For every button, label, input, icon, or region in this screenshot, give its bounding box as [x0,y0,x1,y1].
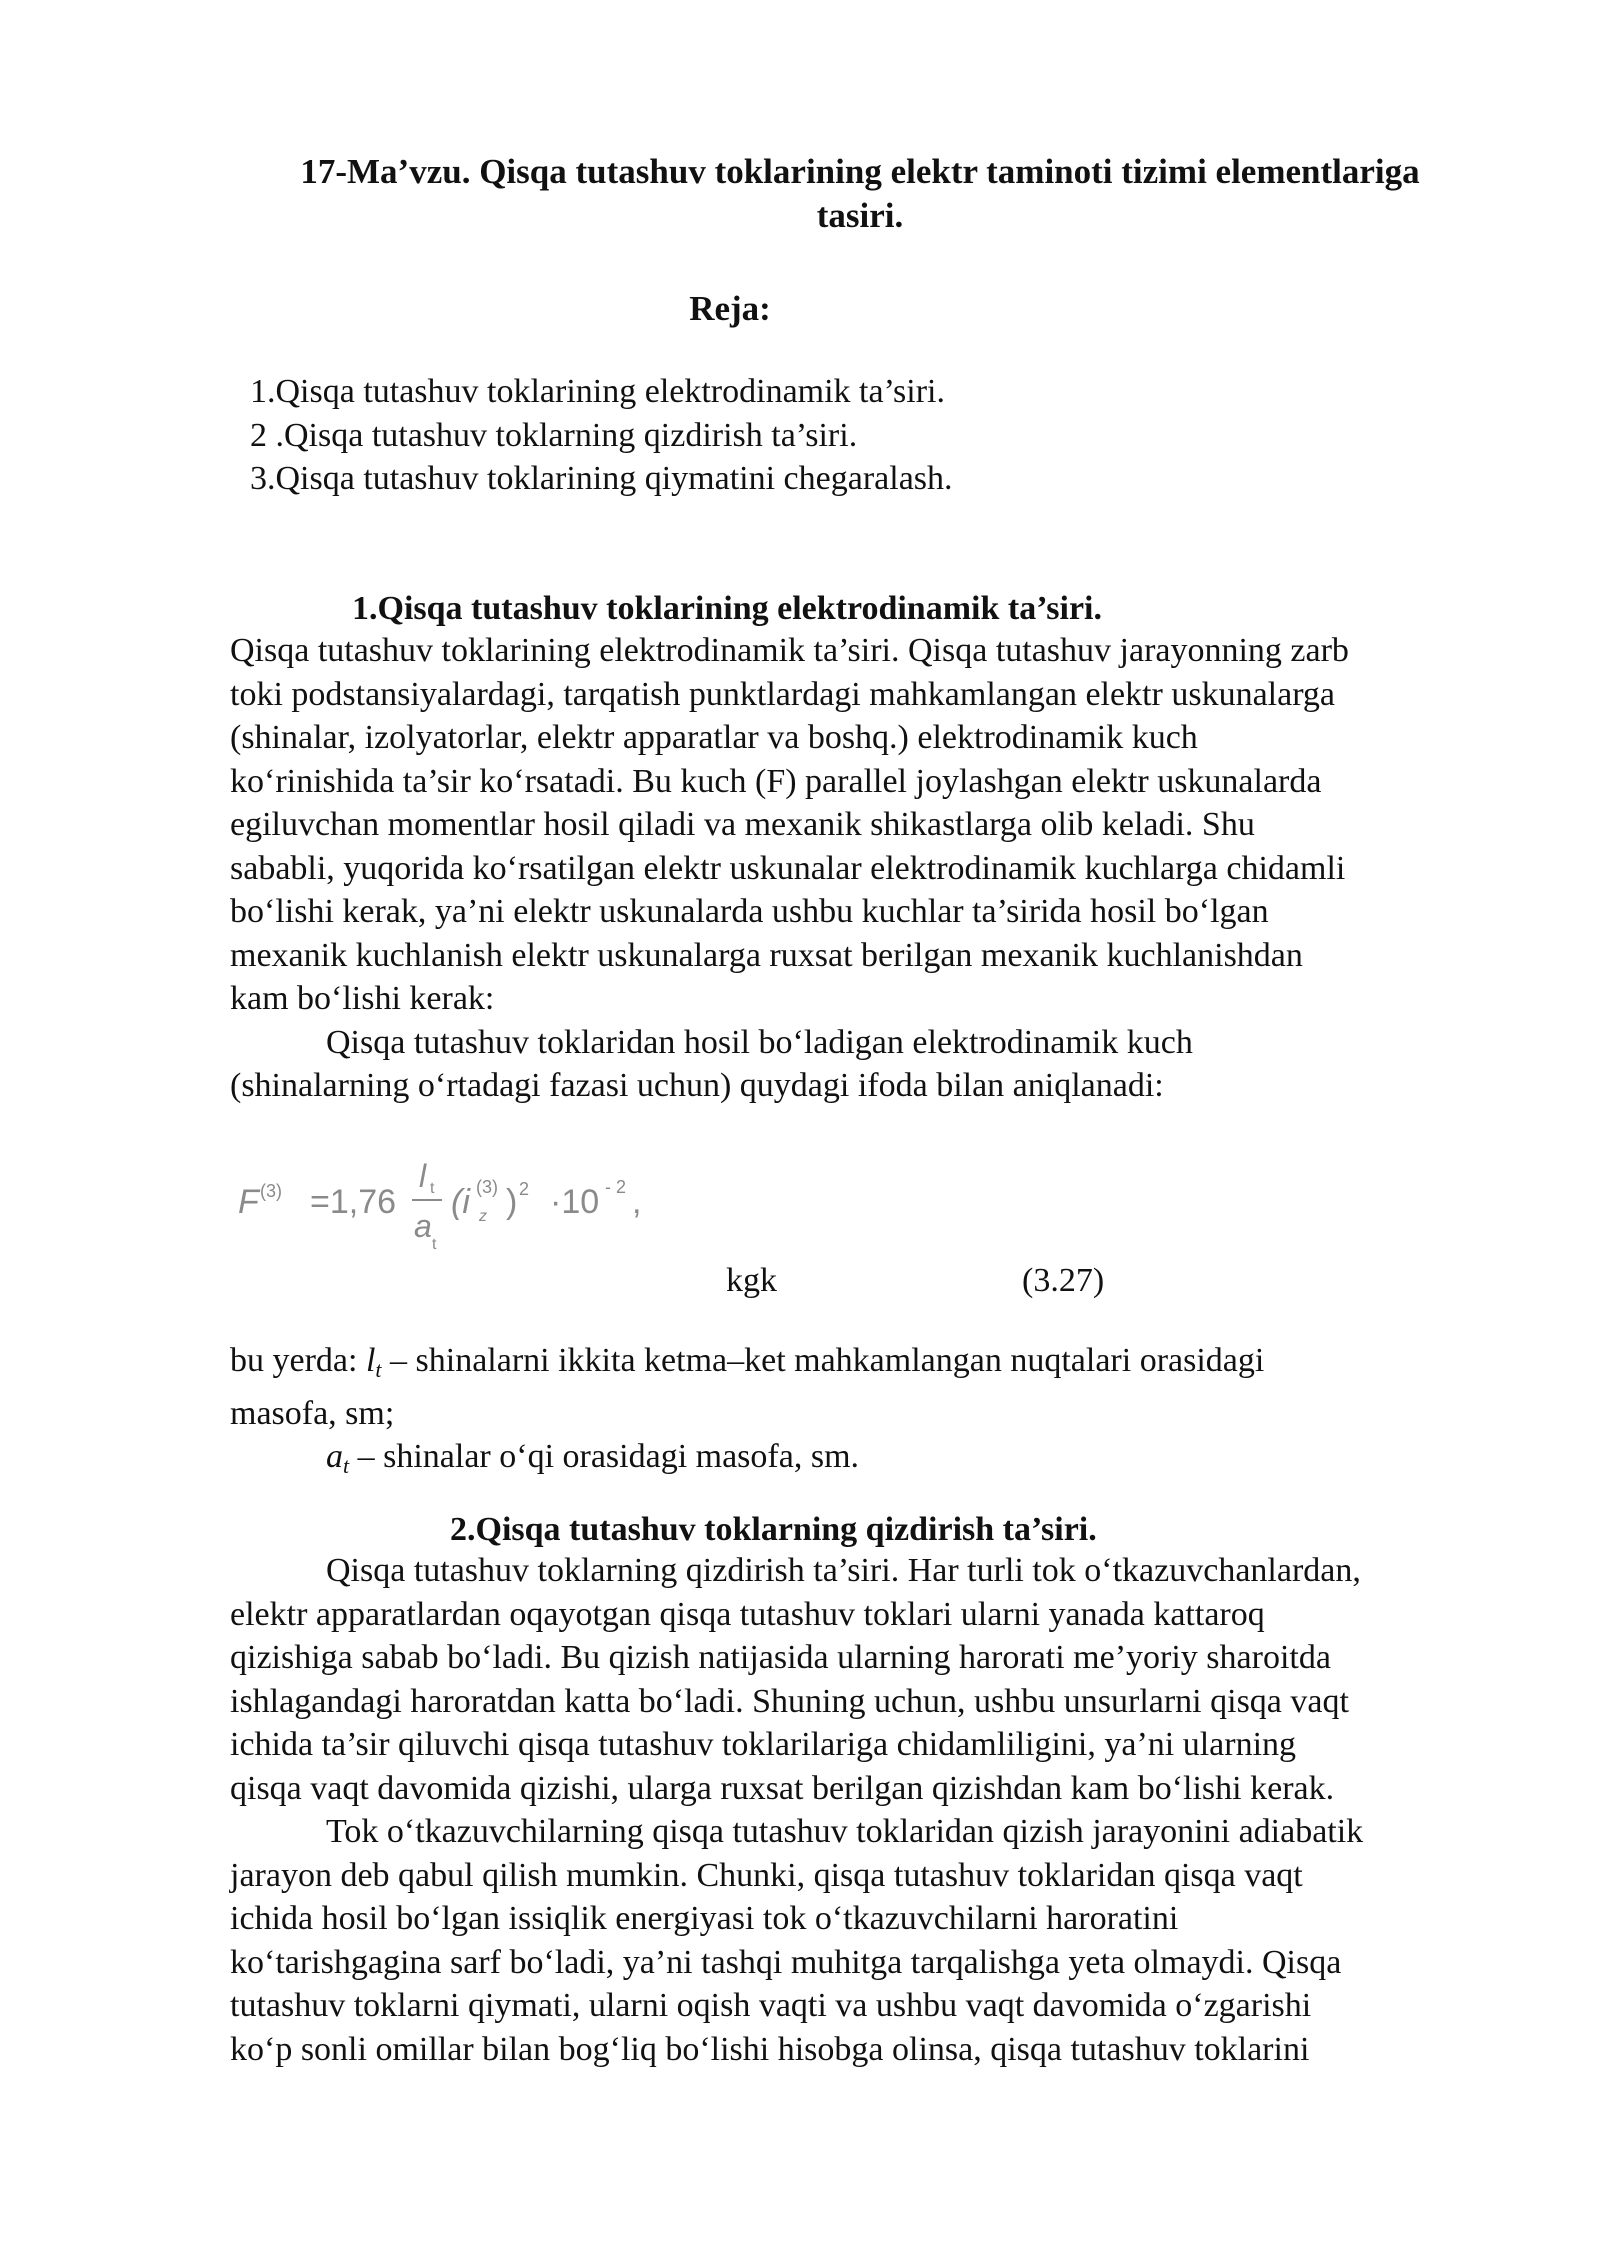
text-line: Qisqa tutashuv toklarining elektrodinamik ta’siri. Qisqa tutashuv jarayonning zarb [230,632,1349,669]
text-line: ishlagandagi haroratdan katta bo‘ladi. Shuning uchun, ushbu unsurlarni qisqa vaqt [230,1682,1349,1720]
symbol-a-sub: t [343,1453,350,1478]
plan-item: 3.Qisqa tutashuv toklarining qiymatini chegaralash. [250,460,953,497]
plan-item: 2 .Qisqa tutashuv toklarning qizdirish ta’siri. [250,416,858,454]
text-line: elektr apparatlardan oqayotgan qisqa tutashuv toklari ularni yanada kattaroq [230,1595,1265,1633]
section-2-heading: 2.Qisqa tutashuv toklarning qizdirish ta’siri. [450,1511,1097,1548]
text-line: ko‘rinishida ta’sir ko‘rsatadi. Bu kuch (F) parallel joylashgan elektr uskunalarda [230,762,1322,800]
text-line: ko‘p sonli omillar bilan bog‘liq bo‘lishi hisobga olinsa, qisqa tutashuv toklarini [230,2030,1310,2068]
formula-current: (i [451,1183,470,1221]
text-line: Qisqa tutashuv toklaridan hosil bo‘ladigan elektrodinamik kuch [326,1023,1193,1061]
symbol-l-sub: t [375,1357,382,1382]
formula-denominator: a [414,1208,432,1244]
text-line: ko‘tarishgagina sarf bo‘ladi, ya’ni tashqi muhitga tarqalishga yeta olmaydi. Qisqa [230,1943,1342,1981]
force-formula [236,1145,656,1265]
text-line: ichida hosil bo‘lgan issiqlik energiyasi tok o‘tkazuvchilarni haroratini [230,1900,1179,1937]
text-line: tutashuv toklarni qiymati, ularni oqish vaqti va ushbu vaqt davomida o‘zgarishi [230,1987,1312,2024]
page-title [240,150,1480,238]
text-line: bo‘lishi kerak, ya’ni elektr uskunalarda ushbu kuchlar ta’sirida hosil bo‘lgan [230,893,1269,930]
text-line: Qisqa tutashuv toklarning qizdirish ta’siri. Har turli tok o‘tkazuvchanlardan, [326,1552,1361,1589]
definition-a-text: – shinalar o‘qi orasidagi masofa, sm. [349,1438,860,1475]
plan-heading: Reja: [689,289,771,328]
formula-multiplier: ·10 [550,1183,600,1221]
text-line: Tok o‘tkazuvchilarning qisqa tutashuv toklaridan qizish jarayonini adiabatik [326,1813,1364,1850]
section-1-heading: 1.Qisqa tutashuv toklarining elektrodinamik ta’siri. [352,590,1102,627]
text-line: qizishiga sabab bo‘ladi. Bu qizish natijasida ularning harorati me’yoriy sharoitda [230,1639,1331,1676]
formula-power: 2 [519,1179,530,1199]
formula-numerator: l [419,1158,427,1194]
definition-a [230,1435,1490,1488]
formula-current-close: ) [506,1183,518,1221]
formula-comma: , [632,1183,642,1221]
text-line: kam bo‘lishi kerak: [230,980,495,1017]
symbol-l: l [365,1342,376,1379]
definition-l [230,1339,1490,1392]
definitions-block [230,1339,1490,1488]
section-2-paragraph [230,1549,1490,2071]
plan-list [250,370,953,501]
formula-denominator-sub: t [432,1236,437,1253]
section-1-paragraph [230,629,1490,1108]
formula-unit: kgk [726,1262,777,1299]
definition-l-cont: masofa, sm; [230,1394,395,1432]
symbol-a: a [326,1438,343,1475]
equation-number: (3.27) [1022,1262,1105,1299]
where-prefix: bu yerda: [230,1342,366,1379]
text-line: (shinalar, izolyatorlar, elektr apparatlar va boshq.) elektrodinamik kuch [230,719,1198,756]
formula-lhs: F [238,1183,259,1221]
text-line: egiluvchan momentlar hosil qiladi va mexanik shikastlarga olib keladi. Shu [230,806,1255,843]
formula-current-sup: (3) [476,1177,498,1197]
text-line: (shinalarning o‘rtadagi fazasi uchun) quydagi ifoda bilan aniqlanadi: [230,1067,1164,1104]
formula-current-sub: z [479,1208,487,1225]
text-line: jarayon deb qabul qilish mumkin. Chunki, qisqa tutashuv toklaridan qisqa vaqt [230,1856,1303,1894]
text-line: ichida ta’sir qiluvchi qisqa tutashuv toklarilariga chidamliligini, ya’ni ularning [230,1726,1297,1763]
formula-lhs-sup: (3) [260,1181,282,1201]
text-line: mexanik kuchlanish elektr uskunalarga ruxsat berilgan mexanik kuchlanishdan [230,936,1303,974]
formula-exponent: - 2 [605,1177,627,1197]
formula-coefficient: =1,76 [310,1183,397,1221]
text-line: sababli, yuqorida ko‘rsatilgan elektr uskunalar elektrodinamik kuchlarga chidamli [230,849,1346,887]
plan-item: 1.Qisqa tutashuv toklarining elektrodinamik ta’siri. [250,373,945,410]
text-line: qisqa vaqt davomida qizishi, ularga ruxsat berilgan qizishdan kam bo‘lishi kerak. [230,1769,1335,1807]
title-line-2: tasiri. [816,196,904,235]
title-line-1: 17-Ma’vzu. Qisqa tutashuv toklarining elektr taminoti tizimi elementlariga [300,152,1420,191]
text-line: toki podstansiyalardagi, tarqatish punktlardagi mahkamlangan elektr uskunalarga [230,675,1335,713]
formula-numerator-sub: t [430,1180,435,1197]
definition-l-text: – shinalarni ikkita ketma–ket mahkamlangan nuqtalari orasidagi [381,1342,1265,1379]
